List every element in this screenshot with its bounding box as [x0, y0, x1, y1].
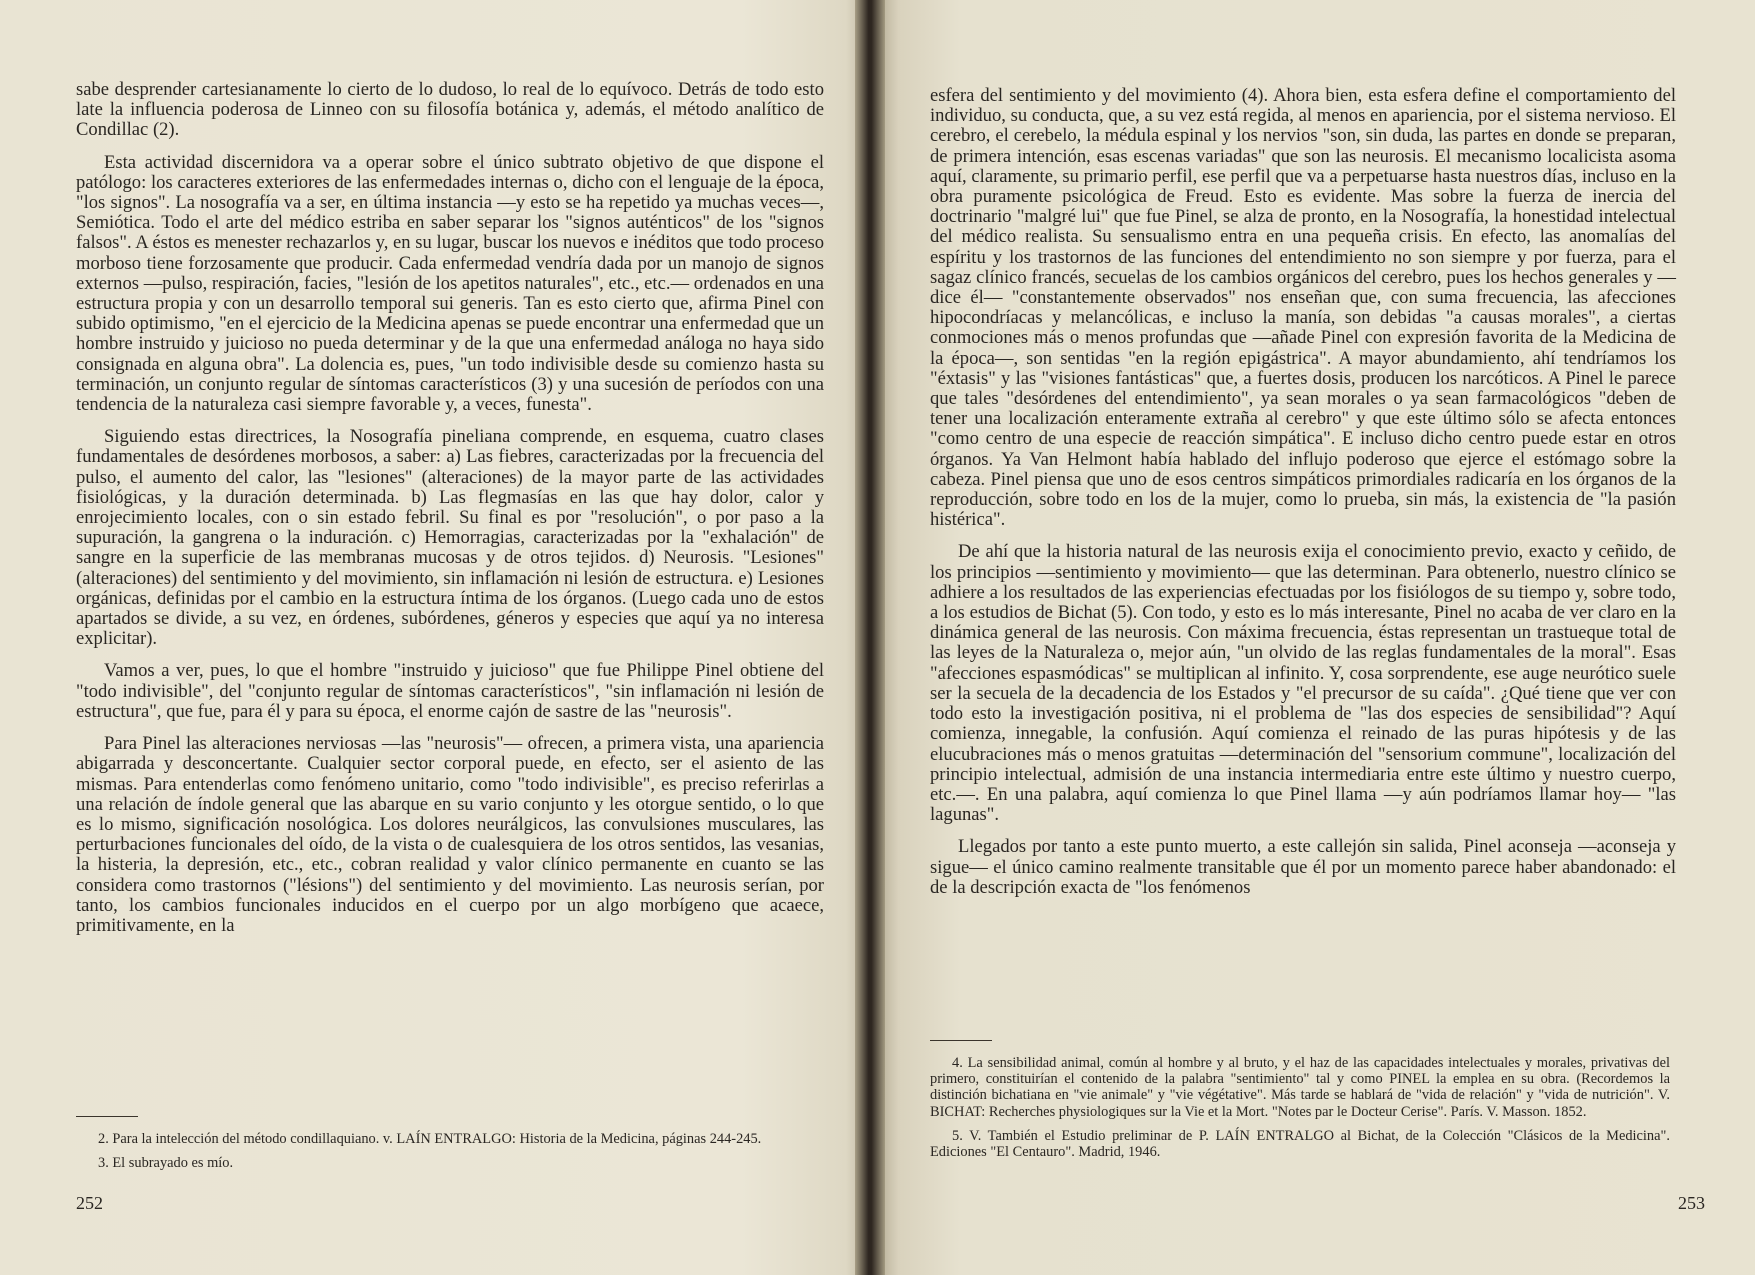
paragraph: Esta actividad discernidora va a operar sobre el único subtrato objetivo de que dispone el patólogo: los caracteres exteriores de las enfermedades internas o, dicho con el lenguaje de la época, "los signos". La nosografía va a ser, en última instancia —y esto se ha repetido ya muchas veces—, Semiótica. Todo el arte del médico estriba en saber separar los "signos auténticos" de los "signos falsos". A éstos es menester rechazarlos y, en su lugar, buscar los nuevos e inéditos que todo proceso morboso tiene forzosamente que producir. Cada enfermedad vendría dada por un manojo de signos externos —pulso, respiración, facies, "lesión de los apetitos naturales", etc., etc.— ordenados en una estructura propia y con un desarrollo temporal sui generis. Tan es esto cierto que, afirma Pinel con subido optimismo, "en el ejercicio de la Medicina apenas se puede encontrar una enfermedad que un hombre instruido y juicioso no pueda determinar y de la que una enfermedad análoga no haya sido consignada en alguna obra". La dolencia es, pues, "un todo indivisible desde su comienzo hasta su terminación, un conjunto regular de síntomas característicos (3) y una sucesión de períodos con una tendencia de la naturaleza casi siempre favorable y, a veces, funesta".	[76, 151, 824, 416]
page-number: 252	[76, 1193, 103, 1213]
left-page	[0, 0, 872, 1275]
paragraph: De ahí que la historia natural de las neurosis exija el conocimiento previo, exacto y ceñido, de los principios —sentimiento y movimiento— que las determinan. Para obtenerlo, nuestro clínico se adhiere a los resultados de las experiencias efectuadas por los fisiólogos de su tiempo y, sobre todo, a los estudios de Bichat (5). Con todo, y esto es lo más interesante, Pinel no acaba de ver claro en la dinámica general de las neurosis. Con máxima frecuencia, éstas representan un trastueque total de las leyes de la Naturaleza o, mejor aún, "un olvido de las reglas fundamentales de la moral". Esas "afecciones espasmódicas" se multiplican al infinito. Y, cosa sorprendente, ese auge neurótico suele ser la secuela de la decadencia de los Estados y "el precursor de su caída". ¿Qué tiene que ver con todo esto la investigación positiva, ni el problema de "las dos especies de sensibilidad"? Aquí comienza, innegable, la confusión. Aquí comienza el reinado de las puras hipótesis y de las elucubraciones más o menos gratuitas —determinación del "sensorium commune", localización del principio intelectual, admisión de una instancia intermediaria entre este último y nuestro cuerpo, etc.—. En una palabra, aquí comienza lo que Pinel llama —y aún podríamos llamar hoy— "las lagunas".	[930, 541, 1676, 826]
right-body-text	[930, 86, 1676, 898]
paragraph: esfera del sentimiento y del movimiento (4). Ahora bien, esta esfera define el comportamiento del individuo, su conducta, que, a su vez está regida, al menos en apariencia, por el sistema nervioso. El cerebro, el cerebelo, la médula espinal y los nervios "son, sin duda, las partes en donde se preparan, de primera intención, esas escenas variadas" que son las neurosis. El mecanismo localicista asoma aquí, claramente, su primario perfil, ese perfil que va a perpetuarse hasta nuestros días, incluso en la obra puramente psicológica de Freud. Esto es evidente. Mas sobre la fuerza de inercia del doctrinario "malgré lui" que fue Pinel, se alza de pronto, en la Nosografía, la honestidad intelectual del médico realista. Su sensualismo entra en una pequeña crisis. En efecto, las anomalías del espíritu y los trastornos de las funciones del entendimiento no son siempre y por fuerza, para el sagaz clínico francés, secuelas de los cambios orgánicos del cerebro, pues los hechos generales y —dice él— "constantemente observados" nos enseñan que, con suma frecuencia, las afecciones hipocondríacas y melancólicas, e incluso la manía, son debidas "a causas morales", a ciertas conmociones más o menos profundas que —añade Pinel con expresión favorita de la Medicina de la época—, son sentidas "en la región epigástrica". A mayor abundamiento, ahí tendríamos los "éxtasis" y las "visiones fantásticas" que, a fuertes dosis, producen los narcóticos. A Pinel le parece que tales "desórdenes del entendimiento", ya sean morales o ya sean farmacológicos "deben de tener una localización enteramente extraña al cerebro" y que este último sólo se afecta entonces "como centro de una especie de reacción simpática". E incluso dicho centro puede estar en otros órganos. Ya Van Helmont había hablado del influjo poderoso que ejerce el estómago sobre la cabeza. Pinel piensa que uno de esos centros simpáticos primordiales radicaría en los órganos de la reproducción, sobre todo en los de la mujer, como lo prueba, sin más, la existencia de "la pasión histérica".	[930, 85, 1676, 531]
footnote-rule	[930, 1040, 992, 1041]
left-body-text	[76, 80, 824, 936]
right-page	[872, 0, 1755, 1275]
footnote: 4. La sensibilidad animal, común al hombre y al bruto, y el haz de las capacidades intelectuales y morales, privativas del primero, constituirían el contenido de la palabra "sentimiento" tal y como PINEL la emplea en su obra. (Recordemos la distinción bichatiana en "vie animale" y "vie végétative". Más tarde se hablará de "vida de relación" y "vida de nutrición". V. BICHAT: Recherches physiologiques sur la Vie et la Mort. "Notes par le Docteur Cerise". París. V. Masson. 1852.	[930, 1055, 1670, 1120]
footnote-rule	[76, 1116, 138, 1117]
paragraph: sabe desprender cartesianamente lo cierto de lo dudoso, lo real de lo equívoco. Detrás de todo esto late la influencia poderosa de Linneo con su filosofía botánica y, además, el método analítico de Condillac (2).	[76, 79, 824, 141]
paragraph: Llegados por tanto a este punto muerto, a este callejón sin salida, Pinel aconseja —aconseja y sigue— el único camino realmente transitable que él por un momento parece haber abandonado: el de la descripción exacta de "los fenómenos	[930, 836, 1676, 898]
footnote: 5. V. También el Estudio preliminar de P. LAÍN ENTRALGO al Bichat, de la Colección "Clásicos de la Medicina". Ediciones "El Centauro". Madrid, 1946.	[930, 1127, 1670, 1161]
footnote: 2. Para la intelección del método condillaquiano. v. LAÍN ENTRALGO: Historia de la Medicina, páginas 244-245.	[98, 1131, 762, 1147]
paragraph: Vamos a ver, pues, lo que el hombre "instruido y juicioso" que fue Philippe Pinel obtiene del "todo indivisible", del "conjunto regular de síntomas característicos", "sin inflamación ni lesión de estructura", que fue, para él y para su época, el enorme cajón de sastre de las "neurosis".	[76, 660, 824, 722]
book-gutter	[855, 0, 885, 1275]
paragraph: Siguiendo estas directrices, la Nosografía pineliana comprende, en esquema, cuatro clases fundamentales de desórdenes morbosos, a saber: a) Las fiebres, caracterizadas por la frecuencia del pulso, el aumento del calor, las "lesiones" (alteraciones) de la mayor parte de las actividades fisiológicas, y la duración determinada. b) Las flegmasías en las que hay dolor, calor y enrojecimiento locales, con o sin estado febril. Su final es por "resolución", o por paso a la supuración, la gangrena o la induración. c) Hemorragias, caracterizadas por la "exhalación" de sangre en la superficie de las membranas mucosas y de otros tejidos. d) Neurosis. "Lesiones" (alteraciones) del sentimiento y del movimiento, sin inflamación ni lesión de estructura. e) Lesiones orgánicas, definidas por el cambio en la estructura íntima de los órganos. (Luego cada uno de estos apartados se divide, a su vez, en órdenes, subórdenes, géneros y especies que aquí ya no interesa explicitar).	[76, 426, 824, 650]
page-number: 253	[1678, 1193, 1705, 1213]
right-footnotes	[930, 1040, 1670, 1168]
footnote: 3. El subrayado es mío.	[98, 1155, 234, 1172]
paragraph: Para Pinel las alteraciones nerviosas —las "neurosis"— ofrecen, a primera vista, una apariencia abigarrada y desconcertante. Cualquier sector corporal puede, en efecto, ser el asiento de las mismas. Para entenderlas como fenómeno unitario, como "todo indivisible", es preciso referirlas a una relación de índole general que las abarque en su vario conjunto y les otorgue sentido, o lo que es lo mismo, significación nosológica. Los dolores neurálgicos, las convulsiones musculares, las perturbaciones funcionales del oído, de la vista o de cualesquiera de los otros sentidos, las vesanias, la histeria, la depresión, etc., etc., cobran realidad y valor clínico permanente en cuanto se las considera como trastornos ("lésions") del sentimiento y del movimiento. Las neurosis serían, por tanto, los cambios funcionales inducidos en el cuerpo por un algo morbígeno que acaece, primitivamente, en la	[76, 733, 824, 936]
left-footnotes	[76, 1116, 816, 1179]
